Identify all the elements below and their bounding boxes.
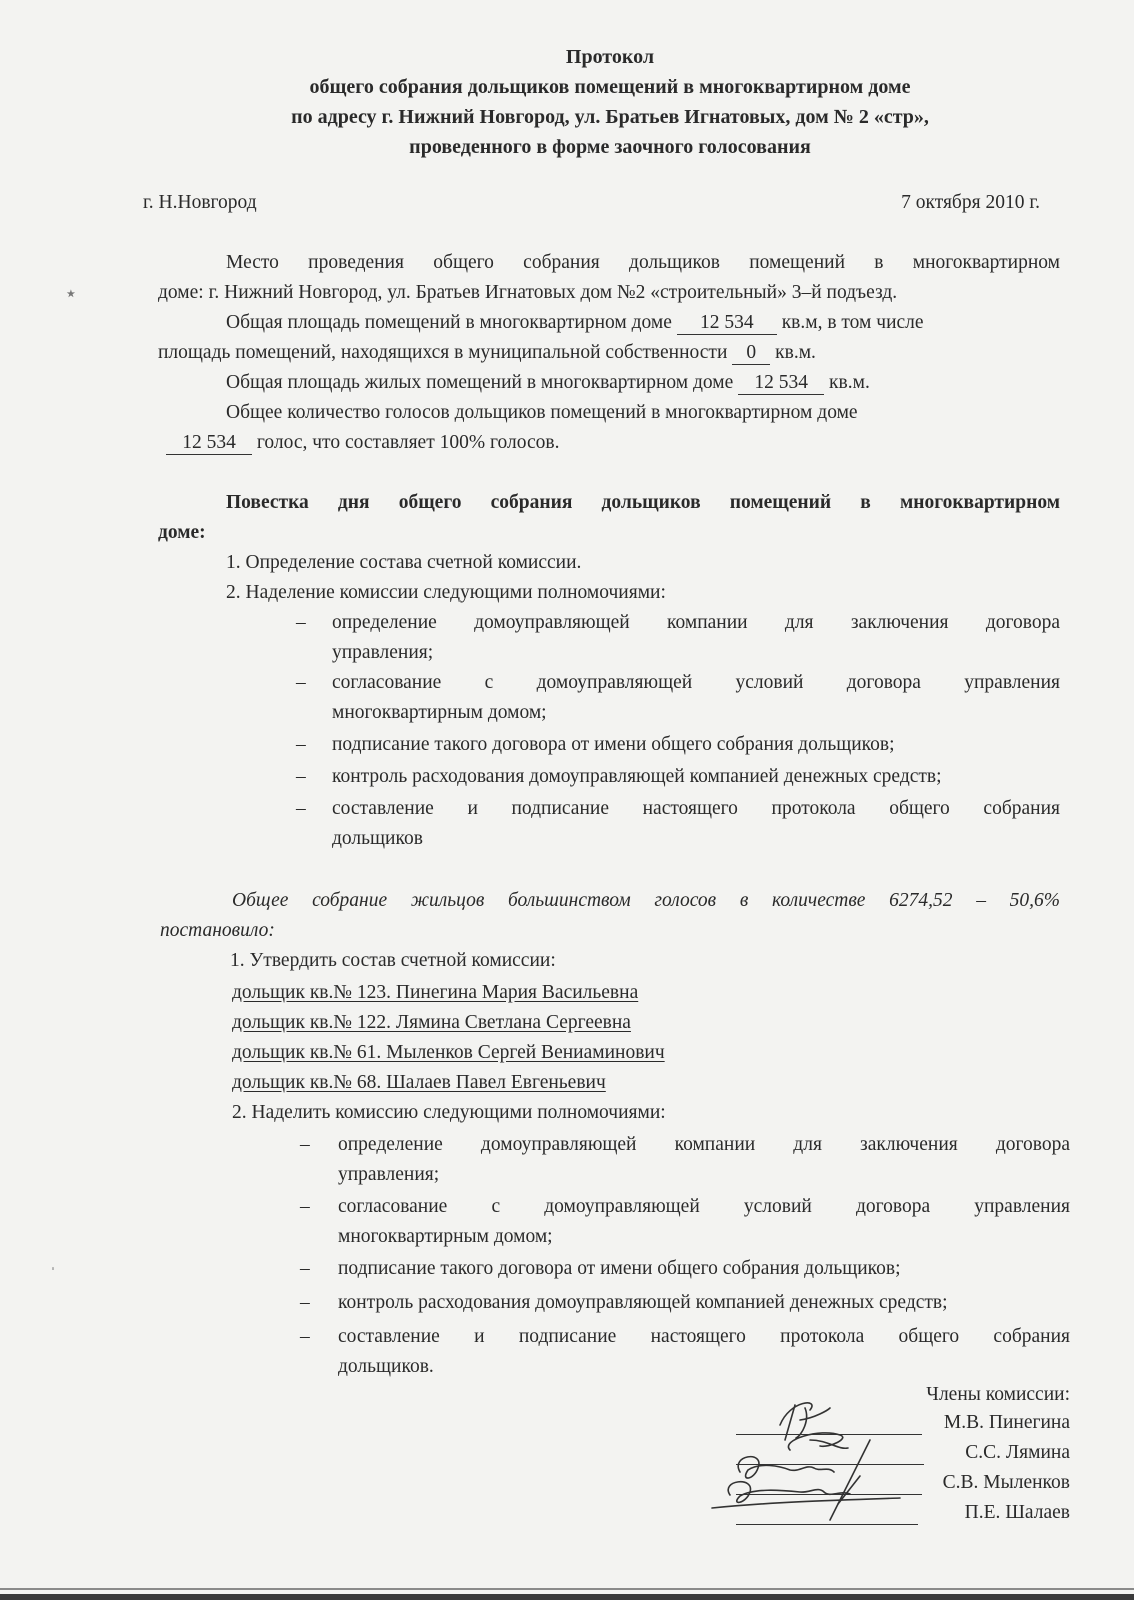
bullet-dash: – [296,798,306,819]
agenda-power-2: согласование с домоуправляющей условий договора управления [332,672,1060,693]
agenda-power-1-cont: управления; [332,642,434,663]
decision-power-1: определение домоуправляющей компании для заключения договора [338,1134,1070,1155]
area-municipal-value: 0 [732,342,770,365]
bullet-dash: – [296,766,306,787]
decision-power-3: подписание такого договора от имени общего собрания дольщиков; [338,1258,901,1279]
doc-title-line2: общего собрания дольщиков помещений в многоквартирном доме [309,76,911,98]
decision-power-5-cont: дольщиков. [338,1356,434,1377]
area-municipal-suffix: кв.м. [775,342,816,363]
agenda-power-1: определение домоуправляющей компании для заключения договора [332,612,1060,633]
signer-name: М.В. Пинегина [943,1412,1070,1433]
agenda-power-5: составление и подписание настоящего протокола общего собрания [332,798,1060,819]
handwritten-signatures [710,1380,950,1540]
commission-member: дольщик кв.№ 122. Лямина Светлана Сергеевна [232,1012,631,1033]
doc-title-line3: по адресу г. Нижний Новгород, ул. Братьев Игнатовых, дом № 2 «стр», [291,106,929,128]
signer-name: С.С. Лямина [965,1442,1070,1463]
bullet-dash: – [296,612,306,633]
votes-count: 12 534 [166,432,252,455]
bullet-dash: – [296,672,306,693]
agenda-heading: Повестка дня общего собрания дольщиков помещений в многоквартирном [226,492,1060,513]
bullet-dash: – [300,1196,310,1217]
commission-member: дольщик кв.№ 61. Мыленков Сергей Вениаминович [232,1042,665,1063]
doc-title: Протокол [565,46,655,68]
agenda-power-2-cont: многоквартирным домом; [332,702,547,723]
agenda-item-1: 1. Определение состава счетной комиссии. [226,552,582,573]
signer-name: П.Е. Шалаев [964,1502,1070,1523]
commission-heading: Члены комиссии: [926,1384,1070,1405]
area-municipal-label: площадь помещений, находящихся в муниципальной собственности [158,342,728,363]
scan-edge [0,1588,1134,1590]
agenda-heading-line2: доме: [158,522,206,543]
doc-title-line4: проведенного в форме заочного голосования [409,136,811,158]
living-area-label: Общая площадь жилых помещений в многоквартирном доме [226,372,734,393]
scan-mark: ٭ [66,283,76,303]
decision-power-5: составление и подписание настоящего протокола общего собрания [338,1326,1070,1347]
decision-item-1: 1. Утвердить состав счетной комиссии: [230,950,556,971]
decision-power-1-cont: управления; [338,1164,440,1185]
bullet-dash: – [300,1326,310,1347]
votes-line1: Общее количество голосов дольщиков помещений в многоквартирном доме [226,402,858,423]
bullet-dash: – [296,734,306,755]
header-city: г. Н.Новгород [143,192,257,213]
living-area-value: 12 534 [738,372,824,395]
decision-power-4: контроль расходования домоуправляющей компанией денежных средств; [338,1292,948,1313]
votes-suffix: голос, что составляет 100% голосов. [256,432,560,453]
votes-line2 [166,430,559,456]
area-total-line [226,310,924,336]
area-municipal-line [158,340,816,366]
area-total-label: Общая площадь помещений в многоквартирном доме [226,312,672,333]
decision-power-2-cont: многоквартирным домом; [338,1226,553,1247]
agenda-power-5-cont: дольщиков [332,828,423,849]
bullet-dash: – [300,1134,310,1155]
living-area-suffix: кв.м. [829,372,870,393]
area-total-suffix: кв.м, в том числе [781,312,924,333]
bullet-dash: – [300,1292,310,1313]
decision-power-2: согласование с домоуправляющей условий договора управления [338,1196,1070,1217]
living-area-line [226,370,870,396]
decision-item-2: 2. Наделить комиссию следующими полномочиями: [232,1102,666,1123]
commission-member: дольщик кв.№ 68. Шалаев Павел Евгеньевич [232,1072,606,1093]
commission-member: дольщик кв.№ 123. Пинегина Мария Васильевна [232,982,639,1003]
decision-intro-line2: постановило: [160,920,275,941]
decision-intro: Общее собрание жильцов большинством голосов в количестве 6274,52 – 50,6% [232,890,1060,911]
place-line1: Место проведения общего собрания дольщиков помещений в многоквартирном [226,252,1060,273]
area-total-value: 12 534 [677,312,777,335]
agenda-item-2: 2. Наделение комиссии следующими полномочиями: [226,582,666,603]
scan-mark: ˌ [50,1250,56,1270]
agenda-power-3: подписание такого договора от имени общего собрания дольщиков; [332,734,895,755]
bullet-dash: – [300,1258,310,1279]
place-line2: доме: г. Нижний Новгород, ул. Братьев Игнатовых дом №2 «строительный» 3–й подъезд. [158,282,898,303]
scan-edge [0,1594,1134,1600]
signer-name: С.В. Мыленков [942,1472,1070,1493]
agenda-power-4: контроль расходования домоуправляющей компанией денежных средств; [332,766,942,787]
header-date: 7 октября 2010 г. [901,192,1040,213]
